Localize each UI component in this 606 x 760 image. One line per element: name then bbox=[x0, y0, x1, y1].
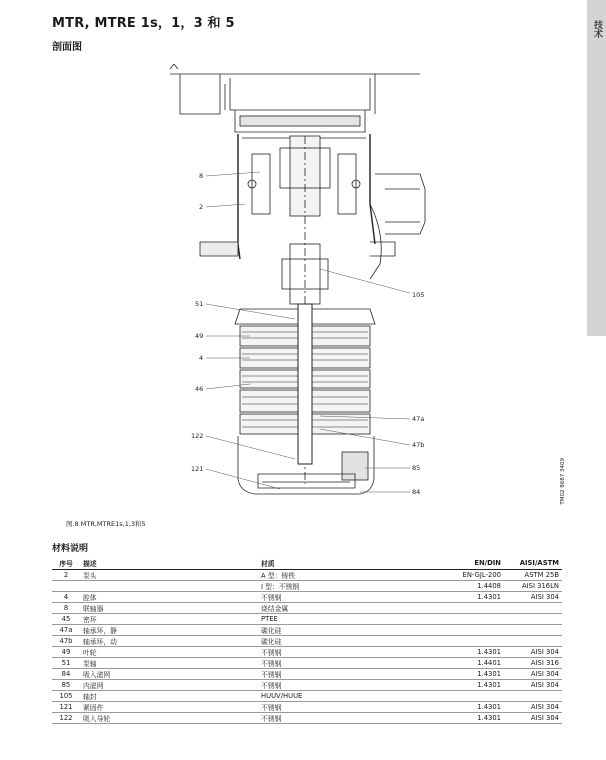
callout-46: 46 bbox=[195, 385, 204, 393]
cell-material: 不锈钢 bbox=[258, 647, 436, 658]
table-row bbox=[52, 581, 562, 592]
callout-105: 105 bbox=[412, 291, 425, 299]
header-material: 材质 bbox=[258, 557, 436, 570]
table-row bbox=[52, 658, 562, 669]
drawing-code: TM02 8687 3409 bbox=[560, 458, 566, 505]
callout-4: 4 bbox=[199, 354, 204, 362]
table-row bbox=[52, 636, 562, 647]
cell-en bbox=[436, 636, 504, 647]
cell-material: 不锈钢 bbox=[258, 713, 436, 724]
cell-no: 4 bbox=[52, 592, 80, 603]
cell-no: 121 bbox=[52, 702, 80, 713]
pump-cross-section-drawing bbox=[170, 64, 440, 504]
table-row bbox=[52, 691, 562, 702]
table-row bbox=[52, 680, 562, 691]
cell-material: 不锈钢 bbox=[258, 680, 436, 691]
cell-material: 烧结金属 bbox=[258, 603, 436, 614]
cell-material: 碳化硅 bbox=[258, 625, 436, 636]
cell-en: 1.4301 bbox=[436, 680, 504, 691]
cell-desc: 轴承环，静 bbox=[80, 625, 258, 636]
side-tab-label: 技术 bbox=[592, 20, 602, 38]
cell-material: HUUV/HUUE bbox=[258, 691, 436, 702]
callout-51: 51 bbox=[195, 300, 204, 308]
cell-astm bbox=[504, 691, 562, 702]
table-row bbox=[52, 614, 562, 625]
cell-desc: 密环 bbox=[80, 614, 258, 625]
cell-desc: 腔体 bbox=[80, 592, 258, 603]
cell-en: 1.4401 bbox=[436, 658, 504, 669]
callout-85: 85 bbox=[412, 464, 421, 472]
cell-material: 碳化硅 bbox=[258, 636, 436, 647]
figure-caption: 图.8 MTR,MTRE1s,1,3和5 bbox=[66, 520, 146, 528]
table-row bbox=[52, 625, 562, 636]
section-subtitle: 剖面图 bbox=[52, 42, 82, 53]
cell-desc: 泵轴 bbox=[80, 658, 258, 669]
cell-desc: 紧固件 bbox=[80, 702, 258, 713]
page-title: MTR, MTRE 1s，1，3 和 5 bbox=[52, 16, 235, 31]
cell-no: 49 bbox=[52, 647, 80, 658]
callout-84: 84 bbox=[412, 488, 421, 496]
materials-title: 材料说明 bbox=[52, 544, 89, 554]
cell-material: 不锈钢 bbox=[258, 592, 436, 603]
table-row bbox=[52, 702, 562, 713]
cell-desc: 联轴器 bbox=[80, 603, 258, 614]
cell-en: 1.4301 bbox=[436, 592, 504, 603]
table-row bbox=[52, 603, 562, 614]
callout-47b: 47b bbox=[412, 441, 425, 449]
header-no: 序号 bbox=[52, 557, 80, 570]
header-en: EN/DIN bbox=[436, 557, 504, 570]
cell-en: 1.4301 bbox=[436, 669, 504, 680]
header-desc: 描述 bbox=[80, 557, 258, 570]
cell-desc: 内滤网 bbox=[80, 680, 258, 691]
cell-en: EN-GJL-200 bbox=[436, 570, 504, 581]
cell-no: 122 bbox=[52, 713, 80, 724]
callout-121: 121 bbox=[191, 465, 204, 473]
table-header-row bbox=[52, 557, 562, 570]
cell-astm: AISI 304 bbox=[504, 669, 562, 680]
cell-no: 85 bbox=[52, 680, 80, 691]
callout-122: 122 bbox=[191, 432, 204, 440]
materials-table bbox=[52, 557, 562, 724]
table-row bbox=[52, 669, 562, 680]
cell-astm: AISI 304 bbox=[504, 702, 562, 713]
cell-desc: 轴封 bbox=[80, 691, 258, 702]
cell-desc: 吸入滤网 bbox=[80, 669, 258, 680]
callout-47a: 47a bbox=[412, 415, 425, 423]
table-row bbox=[52, 592, 562, 603]
cell-en bbox=[436, 691, 504, 702]
cell-desc bbox=[80, 581, 258, 592]
cell-astm: AISI 316LN bbox=[504, 581, 562, 592]
cell-astm: AISI 304 bbox=[504, 647, 562, 658]
cell-no: 47b bbox=[52, 636, 80, 647]
cell-material: I 型：不锈钢 bbox=[258, 581, 436, 592]
cell-no bbox=[52, 581, 80, 592]
cell-no: 45 bbox=[52, 614, 80, 625]
callout-8: 8 bbox=[199, 172, 204, 180]
cell-en: 1.4301 bbox=[436, 713, 504, 724]
cell-desc: 轴承环，动 bbox=[80, 636, 258, 647]
cell-astm: AISI 316 bbox=[504, 658, 562, 669]
cell-no: 105 bbox=[52, 691, 80, 702]
header-astm: AISI/ASTM bbox=[504, 557, 562, 570]
callout-49: 49 bbox=[195, 332, 204, 340]
cell-material: A 型：铸铁 bbox=[258, 570, 436, 581]
cell-astm bbox=[504, 636, 562, 647]
cell-material: PTEE bbox=[258, 614, 436, 625]
cell-material: 不锈钢 bbox=[258, 669, 436, 680]
cell-no: 84 bbox=[52, 669, 80, 680]
cell-en bbox=[436, 625, 504, 636]
cell-astm bbox=[504, 603, 562, 614]
cell-en: 1.4408 bbox=[436, 581, 504, 592]
cell-no: 47a bbox=[52, 625, 80, 636]
cell-desc: 叶轮 bbox=[80, 647, 258, 658]
side-tab bbox=[587, 0, 606, 336]
cell-material: 不锈钢 bbox=[258, 658, 436, 669]
table-row bbox=[52, 570, 562, 581]
cell-en: 1.4301 bbox=[436, 702, 504, 713]
cell-en bbox=[436, 614, 504, 625]
callout-2: 2 bbox=[199, 203, 204, 211]
cell-material: 不锈钢 bbox=[258, 702, 436, 713]
cell-no: 51 bbox=[52, 658, 80, 669]
cell-astm: AISI 304 bbox=[504, 713, 562, 724]
cell-astm: AISI 304 bbox=[504, 592, 562, 603]
cell-desc: 泵头 bbox=[80, 570, 258, 581]
table-row bbox=[52, 713, 562, 724]
cell-en: 1.4301 bbox=[436, 647, 504, 658]
cell-astm: ASTM 25B bbox=[504, 570, 562, 581]
cell-astm bbox=[504, 625, 562, 636]
cell-desc: 吸入导轮 bbox=[80, 713, 258, 724]
cell-no: 8 bbox=[52, 603, 80, 614]
cell-astm: AISI 304 bbox=[504, 680, 562, 691]
cell-astm bbox=[504, 614, 562, 625]
table-row bbox=[52, 647, 562, 658]
cell-no: 2 bbox=[52, 570, 80, 581]
cell-en bbox=[436, 603, 504, 614]
